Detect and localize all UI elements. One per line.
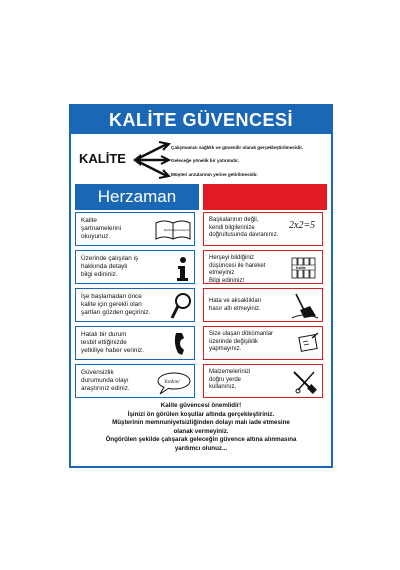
poster-title: KALİTE GÜVENCESİ bbox=[71, 106, 331, 134]
left-item-5 bbox=[75, 364, 195, 398]
speech-bubble-icon bbox=[156, 371, 192, 395]
right-item-2 bbox=[203, 250, 323, 284]
red-header bbox=[203, 184, 327, 210]
tools-icon bbox=[290, 368, 320, 396]
binders-icon bbox=[290, 255, 320, 281]
right-item-4-text: Size ulaşan dökümanlar üzerinde değişiklik yapmayınız. bbox=[209, 331, 274, 353]
right-item-1-text: Başkalarının değil, kendi bilgilerinize doğrultusunda davranınız. bbox=[209, 217, 279, 239]
reason-1: Çalışmamızı sağlıklı ve güvenilir olarak gerçekleştirilmesidir. bbox=[171, 145, 304, 150]
left-item-1 bbox=[75, 212, 195, 246]
quality-poster bbox=[69, 104, 333, 468]
kalite-word: KALİTE bbox=[79, 151, 126, 166]
left-item-3-text: İşe başlamadan önce kalite için gerekli olan şartları gözden geçiriniz. bbox=[81, 293, 151, 316]
three-way-arrow-icon bbox=[131, 140, 171, 180]
right-item-5 bbox=[203, 364, 323, 398]
reason-2: Geleceğe yönelik bir yatırımdır. bbox=[171, 158, 239, 163]
right-item-1 bbox=[203, 212, 323, 246]
document-edit-icon bbox=[296, 332, 320, 356]
reason-3: Müşteri arzularının yerine getirilmesidir. bbox=[171, 172, 258, 177]
left-item-1-text: Kalite şartnamelerini okuyunuz. bbox=[81, 217, 122, 240]
left-item-2 bbox=[75, 250, 195, 284]
right-item-3-text: Hata ve aksaklıkları hasır altı etmeyiniz. bbox=[209, 298, 262, 312]
herzaman-header: Herzaman bbox=[75, 184, 199, 210]
svg-text:2x2=5: 2x2=5 bbox=[289, 220, 316, 231]
left-item-3 bbox=[75, 288, 195, 322]
poster-footer: Kalite güvencesi önemlidir! İşinizi ön görülen koşullar altında gerçekleştiriniz. Müşterinin memnuniyetsizliğinden dolayı malı iade etmesine olanak vermeyiniz. Öngörülen şekilde çalışarak geleceğin güvence altına alınmasına yardımcı olunuz... bbox=[105, 402, 297, 452]
right-item-3 bbox=[203, 288, 323, 322]
telephone-icon bbox=[172, 331, 192, 357]
open-book-icon bbox=[154, 217, 192, 243]
right-item-4 bbox=[203, 326, 323, 360]
equation-icon bbox=[288, 215, 322, 233]
svg-text:Yardım!: Yardım! bbox=[164, 380, 180, 385]
svg-text:Kalite Şartnamesi: Kalite Şartnamesi bbox=[164, 228, 190, 232]
info-icon bbox=[174, 256, 190, 282]
left-item-2-text: Üzerinde çalışılan iş hakkında detaylı bilgi edininiz. bbox=[81, 255, 139, 278]
left-item-4 bbox=[75, 326, 195, 360]
kalite-definition bbox=[71, 136, 331, 182]
svg-text:Kalite: Kalite bbox=[296, 266, 306, 270]
magnifier-icon bbox=[170, 292, 194, 320]
right-item-2-text: Herşeyi bildiğiniz düşüncesi ile hareket etmeyiniz Bilgi edininiz! bbox=[209, 255, 266, 284]
right-item-5-text: Malzemelerinizi doğru yerde kullanınız. bbox=[209, 369, 251, 391]
broom-icon bbox=[290, 292, 320, 320]
left-item-5-text: Güvensizlik durumunda olayı araştırınız ediniz. bbox=[81, 369, 130, 392]
left-item-4-text: Hatalı bir durum tesbit ettiğinizde yetkiliye haber veriniz. bbox=[81, 331, 144, 354]
